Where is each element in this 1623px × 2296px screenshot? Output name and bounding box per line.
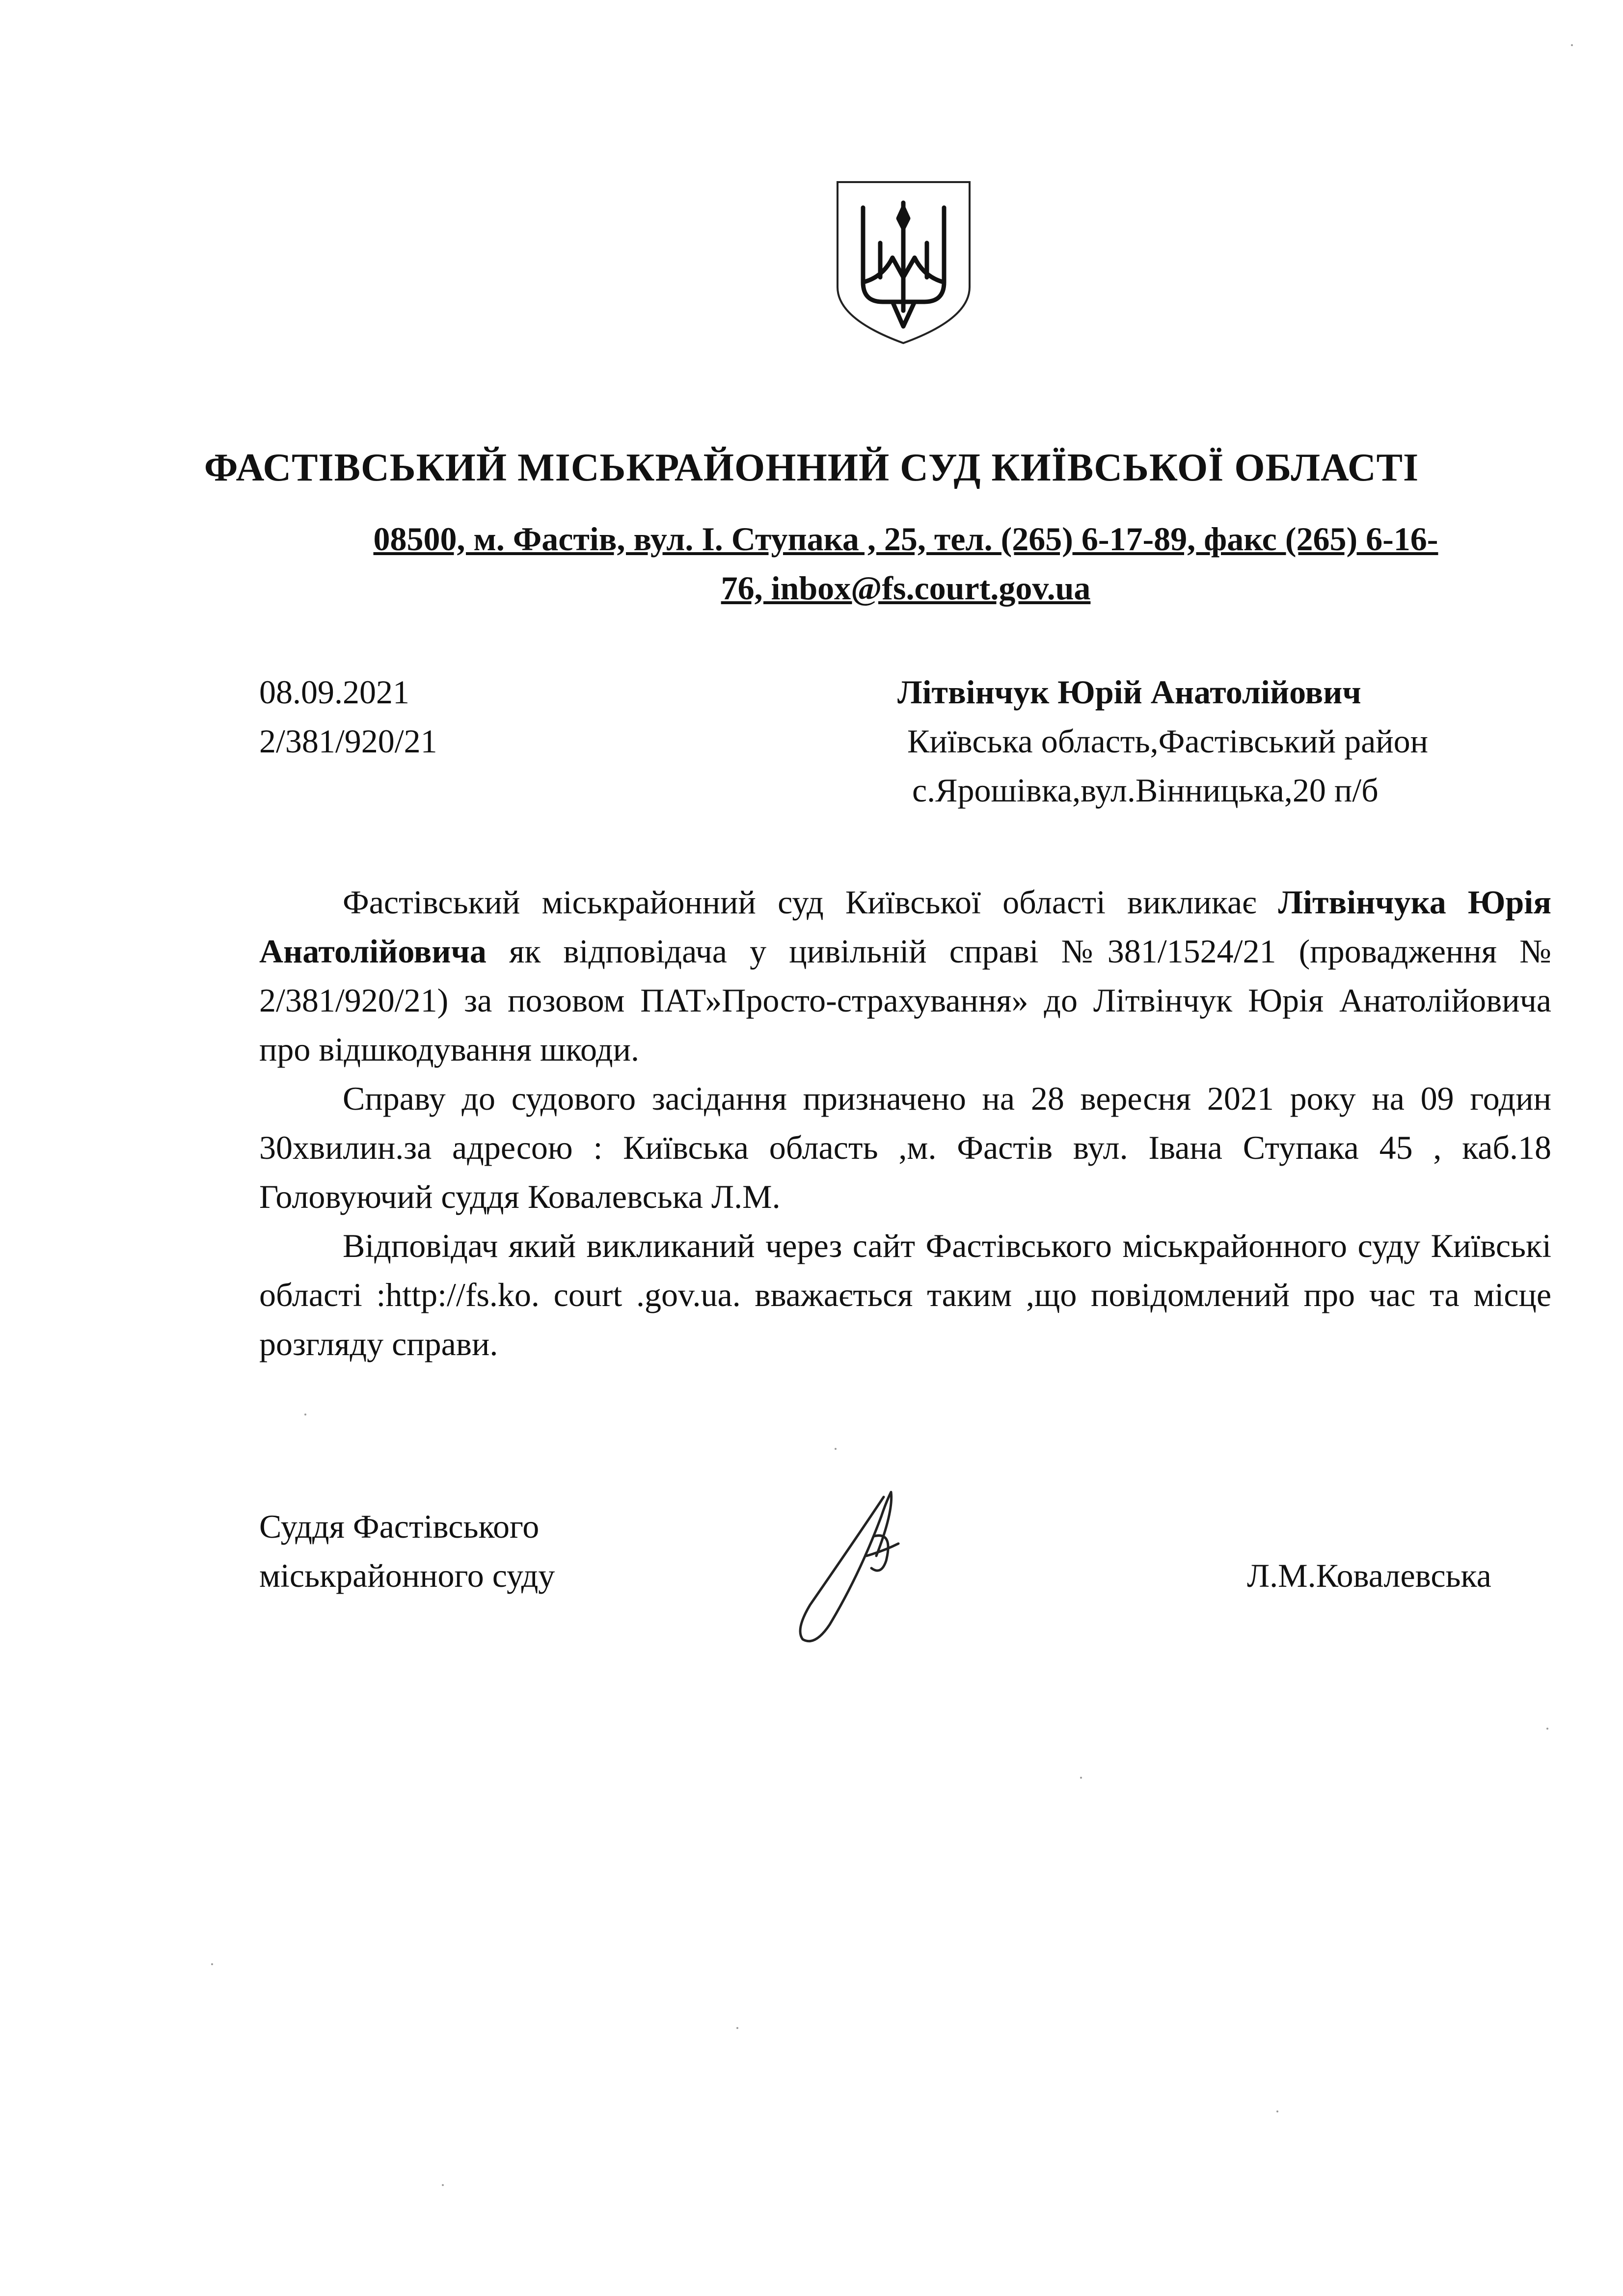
body-paragraph-notice: Відповідач який викликаний через сайт Фастівського міськрайонного суду Київські області :http://fs.ko. court .gov.ua. вважається таким ,що повідомлений про час та місце розгляду справи. [259, 1227, 1551, 1362]
scan-speck [835, 1448, 837, 1450]
court-name-heading: ФАСТІВСЬКИЙ МІСЬКРАЙОННИЙ СУД КИЇВСЬКОЇ ОБЛАСТІ [204, 446, 1419, 489]
signer-position-line-1: Суддя Фастівського [259, 1508, 540, 1545]
signer-position [259, 1502, 555, 1600]
handwritten-signature-icon [781, 1482, 918, 1649]
scan-speck [1546, 1728, 1548, 1730]
document-date: 08.09.2021 [259, 673, 409, 711]
scan-speck [1080, 1777, 1082, 1779]
letter-body [259, 878, 1551, 1368]
document-number: 2/381/920/21 [259, 722, 437, 760]
court-address-line-2: 76, inbox@fs.court.gov.ua [721, 569, 1091, 607]
court-contact-address [275, 514, 1537, 613]
scan-speck [1276, 2110, 1278, 2112]
scan-speck [442, 2184, 444, 2186]
recipient-block [897, 667, 1428, 815]
recipient-address-line-2: с.Ярошівка,вул.Вінницька,20 п/б [912, 772, 1379, 809]
document-meta [259, 667, 437, 766]
recipient-name: Літвінчук Юрій Анатолійович [897, 673, 1361, 711]
recipient-address-line-1: Київська область,Фастівський район [907, 722, 1429, 760]
scan-speck [304, 1414, 306, 1415]
scan-speck [1571, 44, 1573, 46]
scan-speck [736, 2027, 738, 2029]
signer-position-line-2: міськрайонного суду [259, 1557, 555, 1594]
trident-coat-of-arms-icon [834, 179, 974, 346]
scan-speck [211, 1963, 213, 1965]
body-paragraph-hearing: Справу до судового засідання призначено на 28 вересня 2021 року на 09 годин 30хвилин.за адресою : Київська область ,м. Фастів вул. Івана Ступака 45 , каб.18 Головуючий суддя Ковалевська Л.М. [259, 1080, 1551, 1215]
body-p1-defendant-name: Літвінчука Юрія Анатолійовича [259, 883, 1551, 970]
body-p1-text-a: Фастівський міськрайонний суд Київської області викликає [343, 883, 1278, 921]
body-p1-text-b: як відповідача у цивільній справі №381/1524/21 (провадження № 2/381/920/21) за позовом ПАТ»Просто-страхування» до Літвінчук Юрія Анатолійовича про відшкодування шкоди. [259, 933, 1551, 1068]
signer-name: Л.М.Ковалевська [1247, 1557, 1491, 1594]
court-address-line-1: 08500, м. Фастів, вул. І. Ступака , 25, тел. (265) 6-17-89, факс (265) 6-16- [373, 520, 1438, 558]
body-paragraph-summons [259, 878, 1551, 1074]
